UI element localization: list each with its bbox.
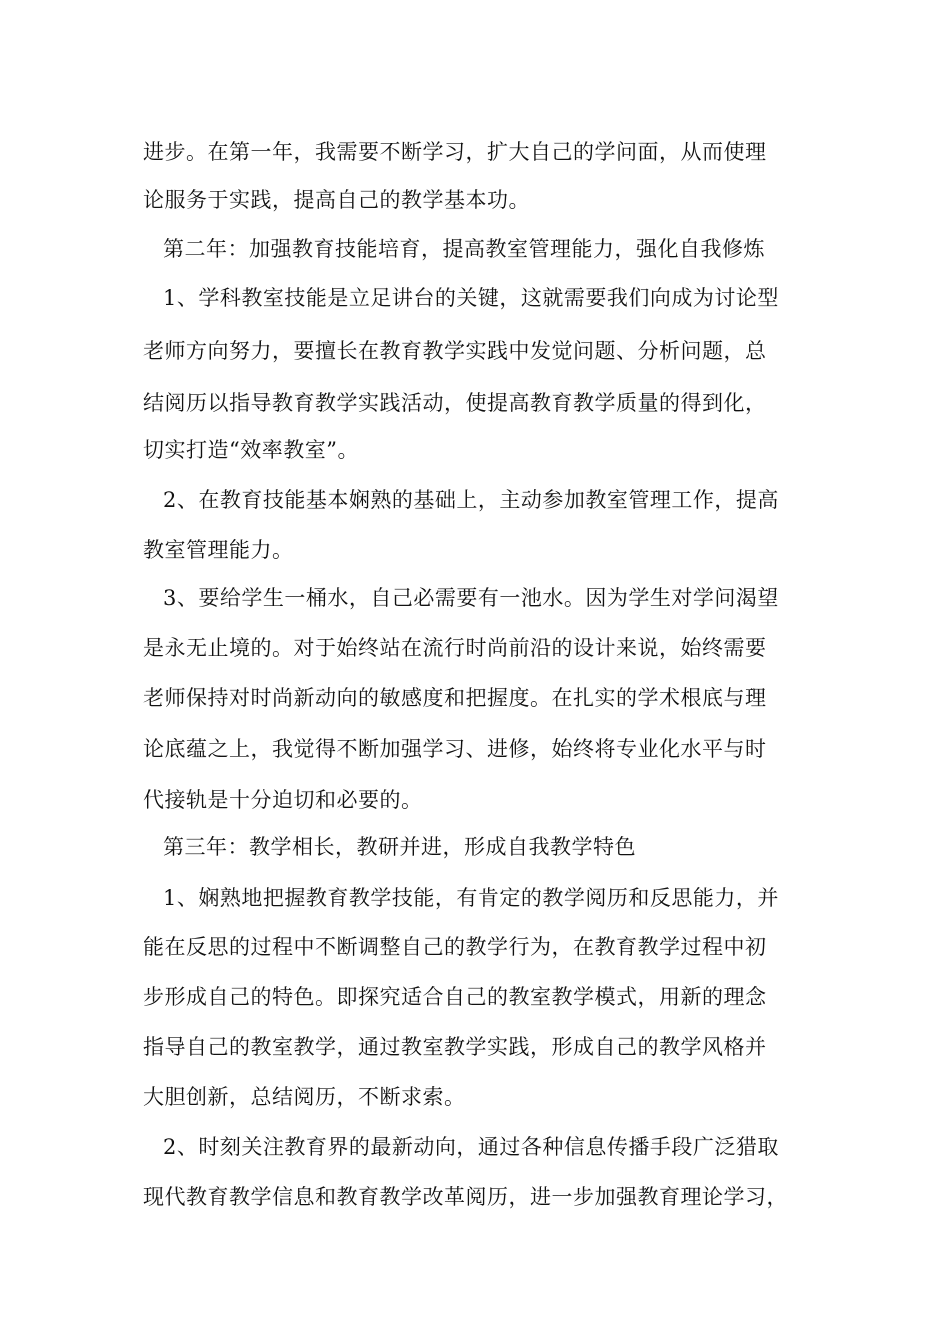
text-line: 步形成自己的特色。即探究适合自己的教室教学模式，用新的理念: [143, 985, 767, 1009]
text-line: 3、要给学生一桶水，自己必需要有一池水。因为学生对学问渴望: [163, 586, 779, 610]
text-line: 论底蕴之上，我觉得不断加强学习、进修，始终将专业化水平与时: [143, 737, 767, 761]
text-line: 现代教育教学信息和教育教学改革阅历，进一步加强教育理论学习，: [143, 1185, 788, 1209]
text-line: 大胆创新，总结阅历，不断求索。: [143, 1085, 466, 1109]
section-heading: 第三年：教学相长，教研并进，形成自我教学特色: [163, 835, 636, 859]
text-line: 结阅历以指导教育教学实践活动，使提高教育教学质量的得到化，: [143, 391, 767, 415]
section-heading: 第二年：加强教育技能培育，提高教室管理能力，强化自我修炼: [163, 237, 765, 261]
text-line: 1、娴熟地把握教育教学技能，有肯定的教学阅历和反思能力，并: [163, 886, 779, 910]
text-line: 2、在教育技能基本娴熟的基础上，主动参加教室管理工作，提高: [163, 488, 779, 512]
text-line: 代接轨是十分迫切和必要的。: [143, 788, 423, 812]
text-line: 论服务于实践，提高自己的教学基本功。: [143, 188, 530, 212]
text-line: 老师保持对时尚新动向的敏感度和把握度。在扎实的学术根底与理: [143, 686, 767, 710]
text-line: 老师方向努力，要擅长在教育教学实践中发觉问题、分析问题，总: [143, 339, 767, 363]
text-line: 切实打造“效率教室”。: [143, 438, 359, 462]
text-line: 1、学科教室技能是立足讲台的关键，这就需要我们向成为讨论型: [163, 286, 779, 310]
text-line: 进步。在第一年，我需要不断学习，扩大自己的学问面，从而使理: [143, 140, 767, 164]
text-line: 教室管理能力。: [143, 538, 294, 562]
text-line: 2、时刻关注教育界的最新动向，通过各种信息传播手段广泛猎取: [163, 1135, 779, 1159]
text-line: 是永无止境的。对于始终站在流行时尚前沿的设计来说，始终需要: [143, 636, 767, 660]
text-line: 能在反思的过程中不断调整自己的教学行为，在教育教学过程中初: [143, 935, 767, 959]
text-line: 指导自己的教室教学，通过教室教学实践，形成自己的教学风格并: [143, 1035, 767, 1059]
